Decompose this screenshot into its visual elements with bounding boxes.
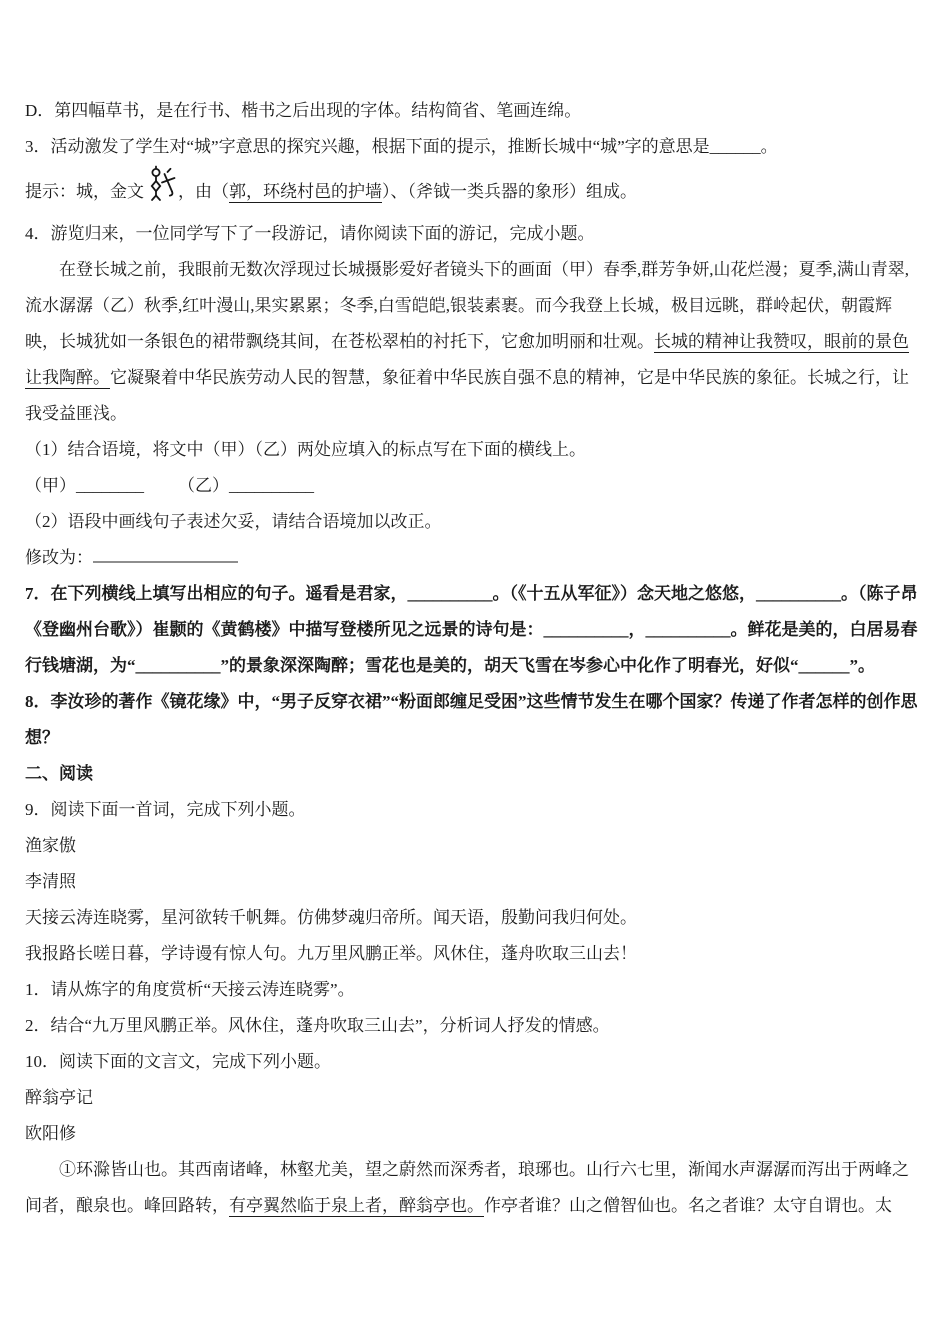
question-3: 3．活动激发了学生对“城”字意思的探究兴趣，根据下面的提示，推断长城中“城”字的意思是______。: [25, 137, 778, 156]
question-9-sub-2: 2．结合“九万里风鹏正举。风休住，蓬舟吹取三山去”，分析词人抒发的情感。: [25, 1016, 610, 1035]
hint-line: [25, 165, 925, 216]
jia-blank: ________: [76, 476, 144, 495]
poem-author: 李清照: [25, 872, 76, 891]
travelogue-underlined-text: 长城的精神让我赞叹，眼前的景色让我陶醉。: [25, 332, 909, 387]
section-heading-reading: 二、阅读: [25, 764, 93, 783]
travelogue-pre-text: 在登长城之前，我眼前无数次浮现过长城摄影爱好者镜头下的画面（甲）春季,群芳争妍,山花烂漫；夏季,满山青翠,流水潺潺（乙）秋季,红叶漫山,果实累累；冬季,白雪皑皑,银装素裹。而今我登上长城，极目远眺，群岭起伏，朝霞辉映，长城犹如一条银色的裙带飘绕其间，在苍松翠柏的衬托下，它愈加明丽和壮观。: [25, 260, 909, 351]
yi-blank: __________: [229, 476, 314, 495]
hint-pre-text: 提示：城，金文: [25, 182, 144, 201]
essay-underlined-text: 有亭翼然临于泉上者，醉翁亭也。: [229, 1196, 484, 1215]
revision-blank: [93, 546, 238, 563]
revision-label: 修改为：: [25, 548, 93, 567]
essay-paragraph: [25, 1152, 925, 1224]
hint-underlined-text: 郭，环绕村邑的护墙: [229, 182, 382, 201]
revision-line: [25, 540, 925, 576]
hint-post-text: ）、（斧钺一类兵器的象形）组成。: [382, 182, 637, 201]
essay-author: 欧阳修: [25, 1124, 76, 1143]
punctuation-blanks-line: [25, 468, 925, 504]
question-7: 7．在下列横线上填写出相应的句子。遥看是君家，__________。（《十五从军征》）念天地之悠悠，__________。（陈子昂《登幽州台歌》）崔颢的《黄鹤楼》中描写登楼所见之远景的诗句是：__________，__________。鲜花是美的，白居易春行钱塘湖，为“__________”的景象深深陶醉；雪花也是美的，胡天飞雪在岑参心中化作了明春光，好似“______”。: [25, 584, 918, 675]
poem-line-2: 我报路长嗟日暮，学诗谩有惊人句。九万里风鹏正举。风休住，蓬舟吹取三山去！: [25, 944, 637, 963]
jia-label: （甲）: [25, 476, 76, 495]
essay-title: 醉翁亭记: [25, 1088, 93, 1107]
question-8: 8．李汝珍的著作《镜花缘》中，“男子反穿衣裙”“粉面郎缠足受困”这些情节发生在哪个国家？传递了作者怎样的创作思想？: [25, 692, 918, 747]
sub-question-1: （1）结合语境，将文中（甲）（乙）两处应填入的标点写在下面的横线上。: [25, 440, 586, 459]
poem-title: 渔家傲: [25, 836, 76, 855]
yi-label: （乙）: [178, 476, 229, 495]
question-9: 9．阅读下面一首词，完成下列小题。: [25, 800, 306, 819]
essay-post-text: 作亭者谁？山之僧智仙也。名之者谁？太守自谓也。太: [484, 1196, 892, 1215]
travelogue-paragraph: [25, 252, 925, 432]
bronze-script-cheng-icon: [146, 165, 176, 216]
question-10: 10．阅读下面的文言文，完成下列小题。: [25, 1052, 331, 1071]
question-9-sub-1: 1．请从炼字的角度赏析“天接云涛连晓雾”。: [25, 980, 355, 999]
option-d-text: D．第四幅草书，是在行书、楷书之后出现的字体。结构简省、笔画连绵。: [25, 101, 582, 120]
hint-mid-text: ，由（: [178, 182, 229, 201]
sub-question-2: （2）语段中画线句子表述欠妥，请结合语境加以改正。: [25, 512, 442, 531]
poem-line-1: 天接云涛连晓雾，星河欲转千帆舞。仿佛梦魂归帝所。闻天语，殷勤问我归何处。: [25, 908, 637, 927]
essay-pre-text: ①环滁皆山也。其西南诸峰，林壑尤美，望之蔚然而深秀者，琅琊也。山行六七里，渐闻水声潺潺而泻出于两峰之间者，酿泉也。峰回路转，: [25, 1160, 909, 1215]
question-4: 4．游览归来，一位同学写下了一段游记，请你阅读下面的游记，完成小题。: [25, 224, 595, 243]
travelogue-post-text: 它凝聚着中华民族劳动人民的智慧，象征着中华民族自强不息的精神，它是中华民族的象征。长城之行，让我受益匪浅。: [25, 368, 909, 423]
